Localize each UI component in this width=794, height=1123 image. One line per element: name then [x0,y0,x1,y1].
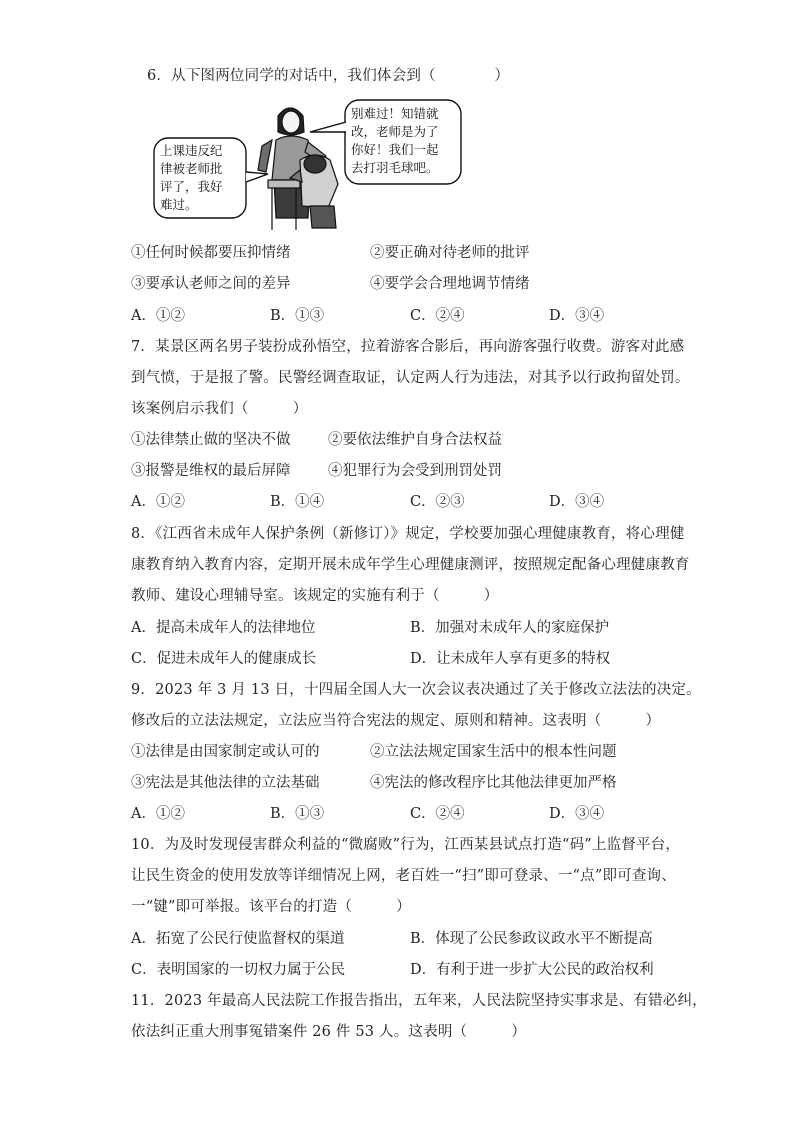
q10-stem-line-1: 10．为及时发现侵害群众利益的“微腐败”行为，江西某县试点打造“码”上监督平台， [131,837,681,853]
q8-stem-line-2: 康教育纳入教育内容，定期开展未成年学生心理健康测评，按照规定配备心理健康教育 [131,557,690,573]
q6-statement-3: ③要承认老师之间的差异 [131,276,291,292]
q7-stem-line-2: 到气愤，于是报了警。民警经调查取证，认定两人行为违法，对其予以行政拘留处罚。 [131,370,690,386]
right-bubble-line-2: 改，老师是为了 [351,124,439,139]
q10-option-d[interactable]: D．有利于进一步扩大公民的政治权利 [410,962,654,978]
q7-statement-4: ④犯罪行为会受到刑罚处罚 [328,463,502,479]
q9-stem-line-2: 修改后的立法法规定，立法应当符合宪法的规定、原则和精神。这表明（ ） [131,713,661,729]
q8-stem-line-3: 教师、建设心理辅导室。该规定的实施有利于（ ） [131,588,499,604]
q10-stem-line-2: 让民生资金的使用发放等详细情况上网，老百姓一“扫”即可登录、一“点”即可查询、 [131,868,676,884]
q6-option-a[interactable]: A．①② [131,308,185,324]
q7-option-b[interactable]: B．①④ [270,494,325,510]
q9-option-a[interactable]: A．①② [131,806,185,822]
q10-option-a[interactable]: A．拓宽了公民行使监督权的渠道 [131,931,345,947]
q9-statement-4: ④宪法的修改程序比其他法律更加严格 [370,775,617,791]
q8-option-a[interactable]: A．提高未成年人的法律地位 [131,620,316,636]
q8-option-b[interactable]: B．加强对未成年人的家庭保护 [410,620,610,636]
q7-statement-2: ②要依法维护自身合法权益 [328,432,502,448]
q9-statement-2: ②立法法规定国家生活中的根本性问题 [370,744,617,760]
left-bubble-line-1: 上课违反纪 [160,143,223,158]
q11-stem-line-2: 依法纠正重大刑事冤错案件 26 件 53 人。这表明（ ） [131,1024,527,1040]
q9-statement-1: ①法律是由国家制定或认可的 [131,744,320,760]
left-bubble-line-3: 评了，我好 [160,179,223,194]
q8-option-c[interactable]: C．促进未成年人的健康成长 [131,651,317,667]
q9-option-d[interactable]: D．③④ [549,806,605,822]
q6-statement-1: ①任何时候都要压抑情绪 [131,245,291,261]
q6-statement-4: ④要学会合理地调节情绪 [370,276,530,292]
q9-stem-line-1: 9．2023 年 3 月 13 日，十四届全国人大一次会议表决通过了关于修改立法法的决定。 [131,682,701,698]
right-bubble-tail [310,122,346,132]
left-bubble-line-4: 难过。 [160,197,198,212]
q10-option-b[interactable]: B．体现了公民参政议政水平不断提高 [410,931,653,947]
q10-stem-line-3: 一“键”即可举报。该平台的打造（ ） [131,899,411,915]
q8-stem-line-1: 8．《江西省未成年人保护条例（新修订）》规定，学校要加强心理健康教育，将心理健 [131,526,685,542]
q6-option-b[interactable]: B．①③ [270,308,325,324]
q6-option-c[interactable]: C．②④ [410,308,465,324]
q7-statement-1: ①法律禁止做的坚决不做 [131,432,291,448]
right-bubble-line-3: 你好！我们一起 [351,142,439,157]
right-bubble-line-1: 别难过！知错就 [351,106,439,121]
q9-statement-3: ③宪法是其他法律的立法基础 [131,775,320,791]
q6-stem: 6．从下图两位同学的对话中，我们体会到（ ） [147,68,510,84]
q7-stem-line-1: 7．某景区两名男子装扮成孙悟空，拉着游客合影后，再向游客强行收费。游客对此感 [131,339,685,355]
q9-option-b[interactable]: B．①③ [270,806,325,822]
q7-option-d[interactable]: D．③④ [549,494,605,510]
left-bubble-line-2: 律被老师批 [160,161,223,176]
q8-option-d[interactable]: D．让未成年人享有更多的特权 [410,651,611,667]
q10-option-c[interactable]: C．表明国家的一切权力属于公民 [131,962,346,978]
q7-statement-3: ③报警是维权的最后屏障 [131,463,291,479]
q11-stem-line-1: 11．2023 年最高人民法院工作报告指出，五年来，人民法院坚持实事求是、有错必纠， [131,993,707,1009]
left-bubble-tail [246,172,268,182]
q9-option-c[interactable]: C．②④ [410,806,465,822]
q7-stem-line-3: 该案例启示我们（ ） [131,401,308,417]
right-bubble-line-4: 去打羽毛球吧。 [351,160,439,175]
q7-option-a[interactable]: A．①② [131,494,185,510]
q6-comic-illustration [150,98,465,232]
q6-option-d[interactable]: D．③④ [549,308,605,324]
q7-option-c[interactable]: C．②③ [410,494,465,510]
q6-statement-2: ②要正确对待老师的批评 [370,245,530,261]
